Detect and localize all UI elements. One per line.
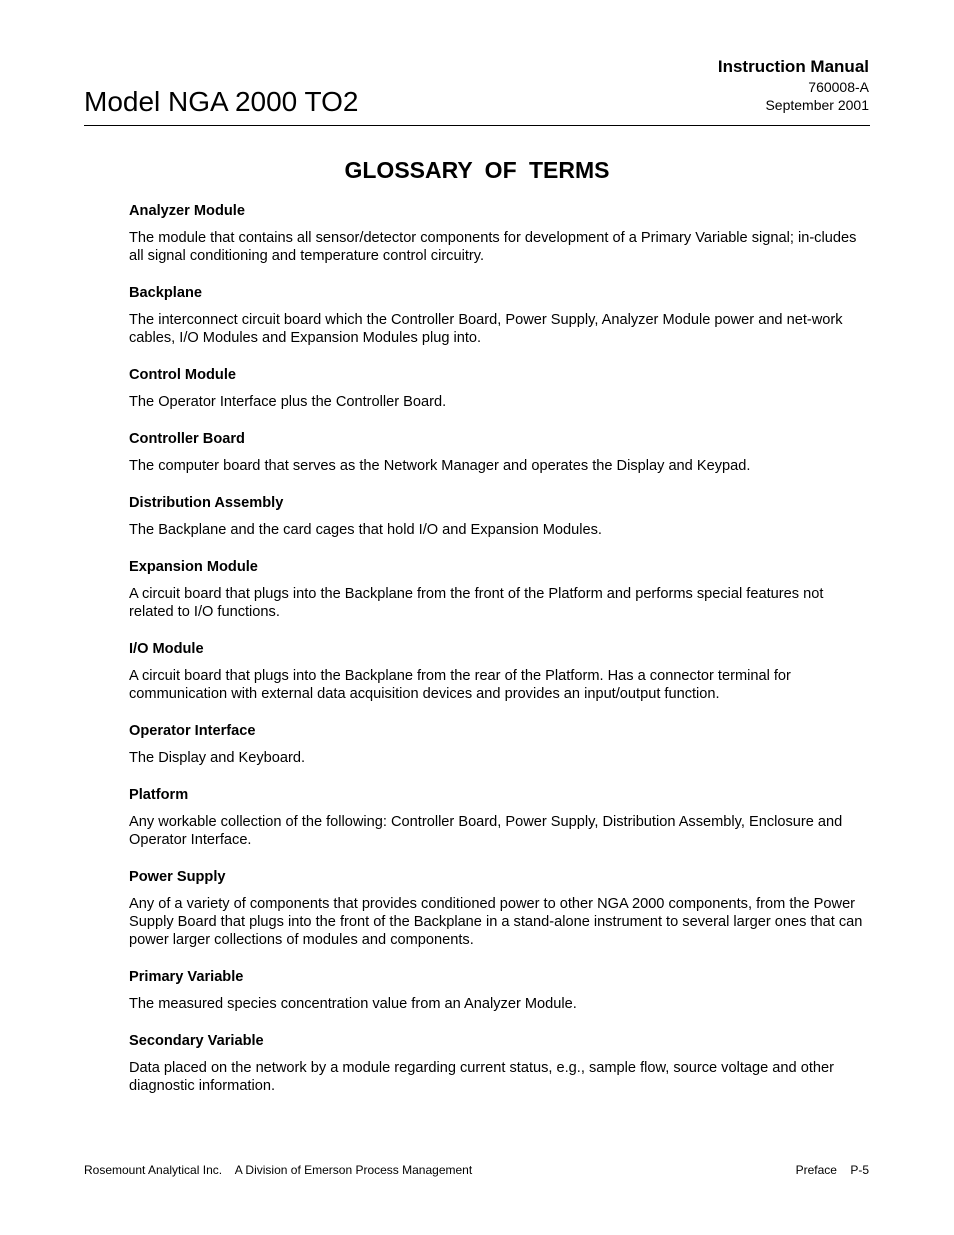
footer-company: Rosemount Analytical Inc. A Division of Emerson Process Management — [84, 1163, 473, 1177]
glossary-definition: The Operator Interface plus the Controller Board. — [129, 394, 447, 410]
doc-type: Instruction Manual — [717, 57, 869, 76]
glossary-term: Analyzer Module — [129, 203, 245, 219]
glossary-term: Expansion Module — [129, 559, 258, 575]
glossary-entry — [129, 202, 869, 265]
glossary-term: Control Module — [129, 367, 237, 383]
glossary-term: Power Supply — [129, 869, 226, 885]
glossary-definition: Any of a variety of components that provides conditioned power to other NGA 2000 components, from the Power Supply Board that plugs into the front of the Backplane in a stand-alone instrument to several larger ones that can power larger collections of modules and components. — [129, 896, 863, 948]
glossary-term: Platform — [129, 787, 189, 803]
glossary-definition: The computer board that serves as the Network Manager and operates the Display and Keypad. — [129, 458, 751, 474]
glossary-definition: A circuit board that plugs into the Backplane from the front of the Platform and performs special features not related to I/O functions. — [129, 586, 824, 620]
doc-date: September 2001 — [765, 97, 869, 113]
glossary-term: Primary Variable — [129, 969, 244, 985]
glossary-term: Controller Board — [129, 431, 245, 447]
glossary-term: Secondary Variable — [129, 1033, 264, 1049]
glossary-entry — [129, 366, 869, 411]
glossary-definition: A circuit board that plugs into the Backplane from the rear of the Platform. Has a connector terminal for communication with external data acquisition devices and provides an input/output function. — [129, 668, 791, 702]
glossary-definition: The interconnect circuit board which the Controller Board, Power Supply, Analyzer Module power and net-work cables, I/O Modules and Expansion Modules plug into. — [129, 312, 843, 346]
page-title: GLOSSARY OF TERMS — [344, 157, 610, 183]
glossary-entry — [129, 786, 869, 849]
doc-number: 760008-A — [808, 79, 869, 95]
doc-info — [718, 56, 869, 114]
glossary-list — [129, 202, 869, 1114]
glossary-term: I/O Module — [129, 641, 204, 657]
glossary-definition: Any workable collection of the following: Controller Board, Power Supply, Distribution Assembly, Enclosure and Operator Interface. — [129, 814, 843, 848]
glossary-definition: The Backplane and the card cages that hold I/O and Expansion Modules. — [129, 522, 602, 538]
glossary-entry — [129, 640, 869, 703]
glossary-definition: The measured species concentration value from an Analyzer Module. — [129, 996, 577, 1012]
glossary-definition: Data placed on the network by a module regarding current status, e.g., sample flow, source voltage and other diagnostic information. — [129, 1060, 834, 1094]
glossary-definition: The Display and Keyboard. — [129, 750, 306, 766]
glossary-term: Operator Interface — [129, 723, 256, 739]
glossary-term: Backplane — [129, 285, 203, 301]
glossary-entry — [129, 722, 869, 767]
glossary-definition: The module that contains all sensor/detector components for development of a Primary Variable signal; in-cludes all signal conditioning and temperature control circuitry. — [129, 230, 857, 264]
glossary-entry — [129, 494, 869, 539]
footer-page-number: Preface P-5 — [795, 1163, 869, 1177]
glossary-entry — [129, 558, 869, 621]
model-title: Model NGA 2000 TO2 — [84, 86, 359, 117]
glossary-entry — [129, 1032, 869, 1095]
header-divider — [84, 125, 870, 126]
glossary-entry — [129, 968, 869, 1013]
glossary-entry — [129, 430, 869, 475]
glossary-entry — [129, 868, 869, 949]
glossary-term: Distribution Assembly — [129, 495, 284, 511]
glossary-entry — [129, 284, 869, 347]
